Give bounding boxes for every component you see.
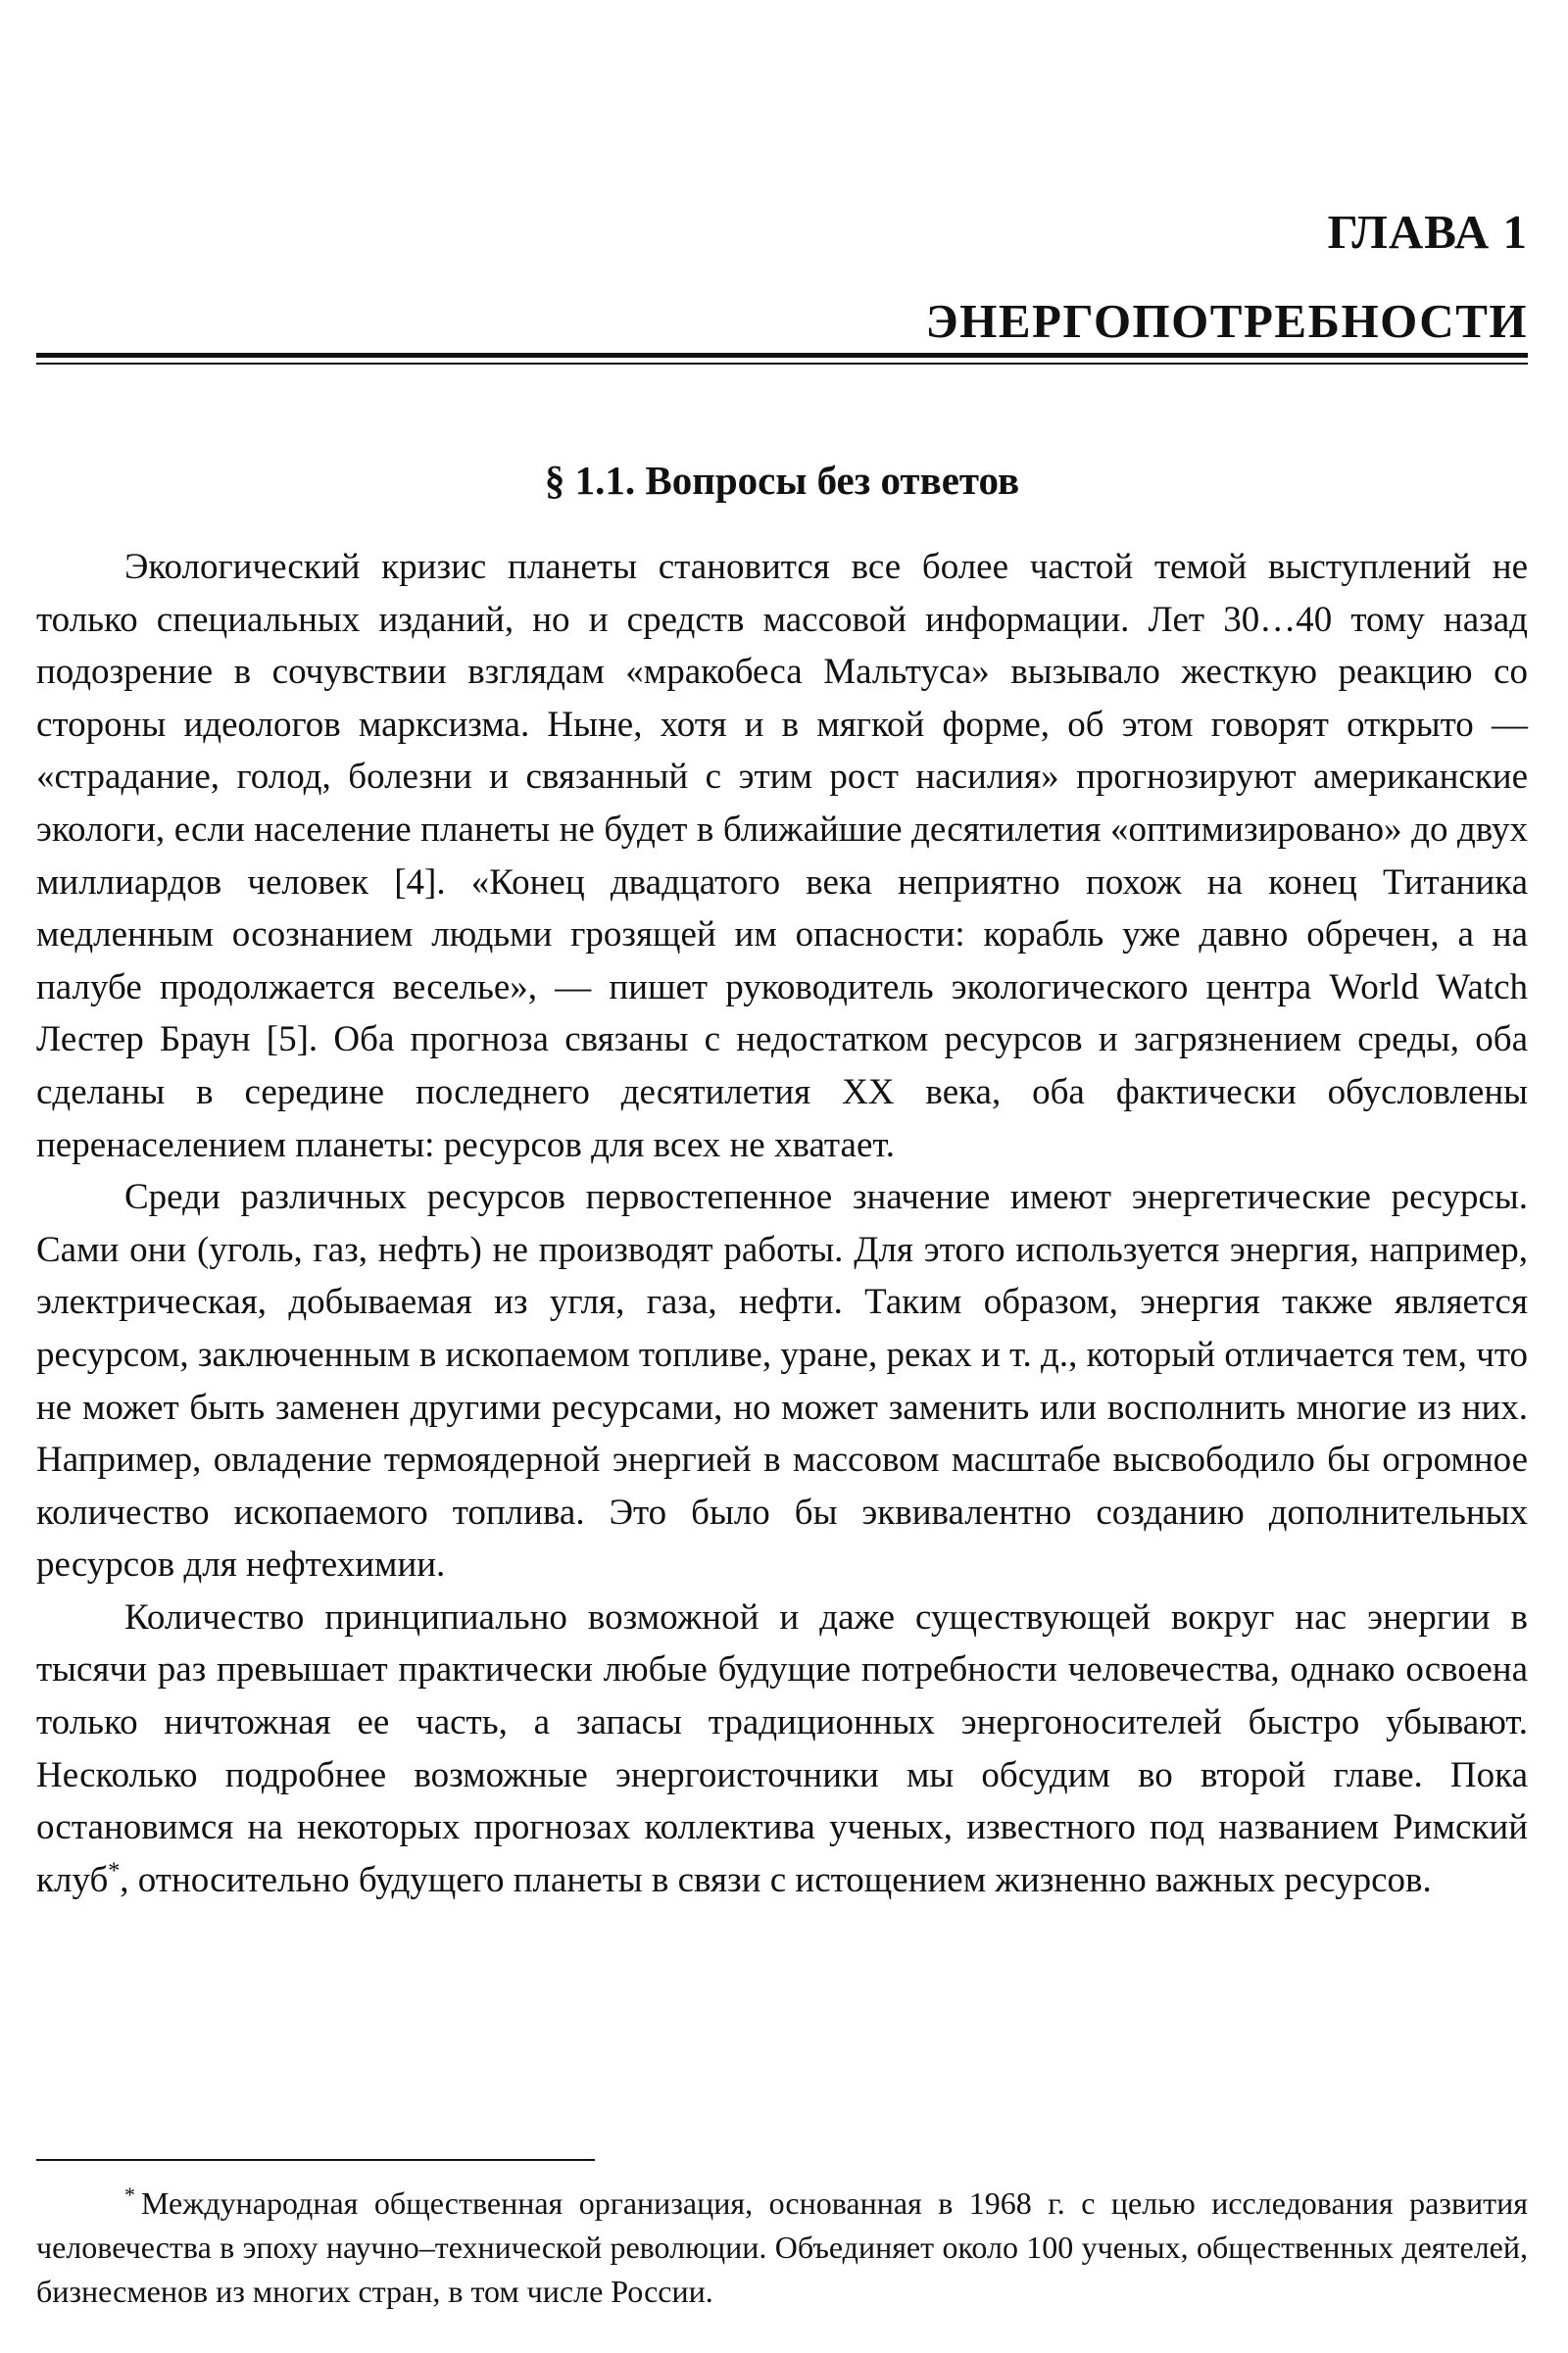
paragraph: Среди различных ресурсов первостепенное значение имеют энергетические ресурсы. Сами они (уголь, газ, нефть) не производят работы. Для этого используется энергия, например, электрическая, добываемая из угля, газа, нефти. Таким образом, энергия также является ресурсом, заключенным в ископаемом топливе, уране, реках и т. д., который отличается тем, что не может быть заменен другими ресурсами, но может заменить или восполнить многие из них. Например, овладение термоядерной энергией в массовом масштабе высвободило бы огромное количество ископаемого топлива. Это было бы эквивалентно созданию дополнительных ресурсов для нефтехимии. bbox=[36, 1177, 1528, 1586]
chapter-rule-thin bbox=[36, 363, 1528, 365]
chapter-rule-thick bbox=[36, 353, 1528, 358]
chapter-number: ГЛАВА 1 bbox=[1327, 205, 1528, 259]
footnote bbox=[36, 2181, 1528, 2314]
paragraph: Экологический кризис планеты становится все более частой темой выступлений не только специальных изданий, но и средств массовой информации. Лет 30…40 тому назад подозрение в сочувствии взглядам «мракобеса Мальтуса» вызывало жесткую реакцию со стороны идеологов марксизма. Ныне, хотя и в мягкой форме, об этом говорят открыто — «страдание, голод, болезни и связанный с этим рост насилия» прогнозируют американские экологи, если население планеты не будет в ближайшие десятилетия «оптимизировано» до двух миллиардов человек [4]. «Конец двадцатого века неприятно похож на конец Титаника медленным осознанием людьми грозящей им опасности: корабль уже давно обречен, а на палубе продолжается веселье», — пишет руководитель экологического центра World Watch Лестер Браун [5]. Оба прогноза связаны с недостатком ресурсов и загрязнением среды, оба сделаны в середине последнего десятилетия XX века, оба фактически обусловлены перенаселением планеты: ресурсов для всех не хватает. bbox=[36, 547, 1528, 1165]
section-title: § 1.1. Вопросы без ответов bbox=[544, 458, 1020, 503]
footnote-reference: * bbox=[108, 1858, 121, 1885]
paragraph-with-note bbox=[36, 1592, 1528, 1907]
footnote-marker: * bbox=[124, 2182, 135, 2208]
paragraph-text-before-note: Количество принципиально возможной и даже существующей вокруг нас энергии в тысячи раз превышает практически любые будущие потребности человечества, однако освоена только ничтожная ее часть, а запасы традиционных энергоносителей быстро убывают. Несколько подробнее возможные энергоисточники мы обсудим во второй главе. Пока остановимся на некоторых прогнозах коллектива ученых, известного под названием Римский клуб bbox=[36, 1596, 1528, 1900]
paragraph-text-after-note: , относительно будущего планеты в связи с истощением жизненно важных ресурсов. bbox=[120, 1859, 1432, 1900]
footnote-separator bbox=[36, 2159, 595, 2161]
body-text bbox=[36, 541, 1528, 1906]
book-page bbox=[36, 0, 1528, 2353]
chapter-title: ЭНЕРГОПОТРЕБНОСТИ bbox=[925, 294, 1528, 348]
footnote-text: Международная общественная организация, основанная в 1968 г. с целью исследования развития человечества в эпоху научно–технической революции. Объединяет около 100 ученых, общественных деятелей, бизнесменов из многих стран, в том числе России. bbox=[36, 2185, 1528, 2309]
